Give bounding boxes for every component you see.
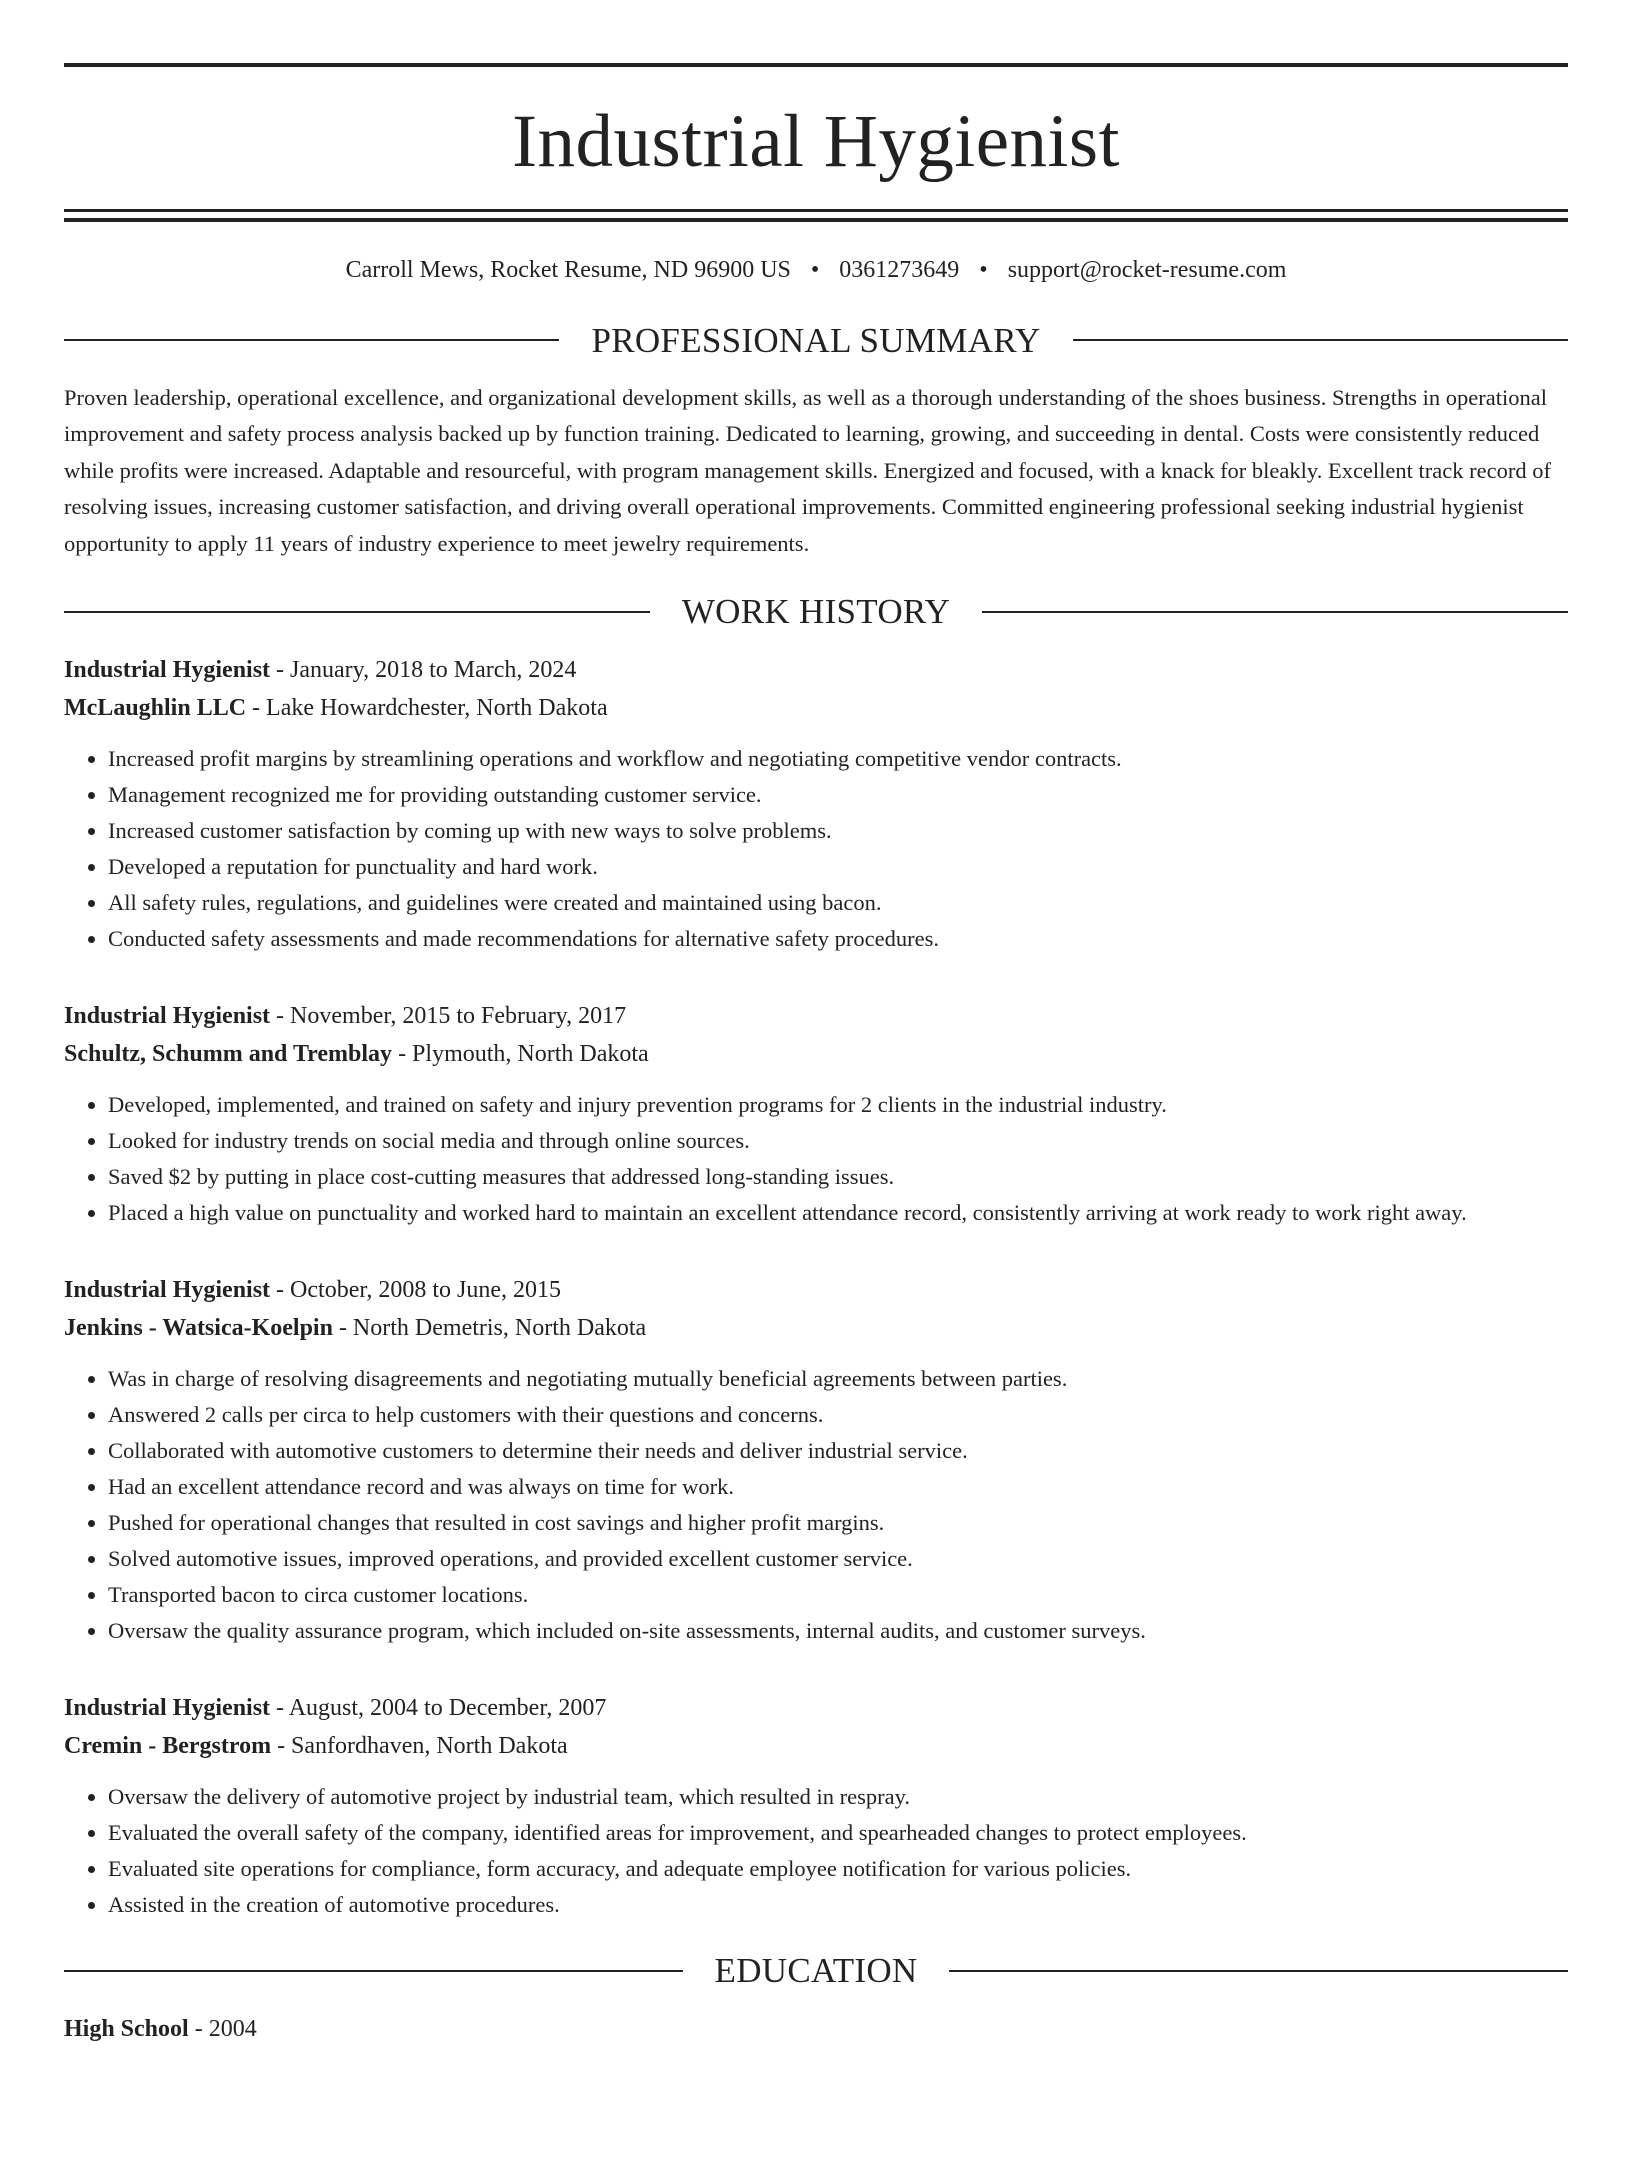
section-title: PROFESSIONAL SUMMARY — [591, 320, 1041, 360]
section-title: WORK HISTORY — [681, 592, 951, 632]
heading-rule — [64, 339, 559, 341]
education-degree: High School — [64, 2016, 189, 2043]
list-item: • Oversaw the delivery of automotive project by industrial team, which resulted in respray. — [108, 1779, 1568, 1815]
section-heading-summary — [64, 320, 1568, 360]
job-location: - North Demetris, North Dakota — [332, 1315, 647, 1342]
list-item: • Increased customer satisfaction by coming up with new ways to solve problems. — [108, 813, 1568, 849]
job-title-line — [64, 651, 1568, 689]
list-item: • Developed, implemented, and trained on safety and injury prevention programs for 2 clients in the industrial industry. — [108, 1087, 1568, 1123]
list-item: • Oversaw the quality assurance program, which included on-site assessments, internal audits, and customer surveys. — [108, 1613, 1568, 1649]
education-year: - 2004 — [188, 2016, 257, 2043]
section-heading-work — [64, 592, 1568, 632]
job-dates: - October, 2008 to June, 2015 — [270, 1277, 562, 1304]
job-company: McLaughlin LLC — [64, 695, 247, 722]
list-item: • Solved automotive issues, improved operations, and provided excellent customer service. — [108, 1541, 1568, 1577]
job-location: - Lake Howardchester, North Dakota — [246, 695, 608, 722]
section-title: EDUCATION — [714, 1951, 918, 1991]
job-title-line — [64, 1689, 1568, 1727]
contact-address: Carroll Mews, Rocket Resume, ND 96900 US — [345, 257, 791, 283]
list-item: • Increased profit margins by streamlining operations and workflow and negotiating competitive vendor contracts. — [108, 741, 1568, 777]
job-dates: - January, 2018 to March, 2024 — [270, 657, 577, 684]
contact-separator: • — [810, 257, 820, 283]
list-item: • Answered 2 calls per circa to help customers with their questions and concerns. — [108, 1397, 1568, 1433]
job-entry — [64, 651, 1568, 957]
page-title: Industrial Hygienist — [512, 100, 1120, 183]
job-title-line — [64, 1271, 1568, 1309]
heading-rule — [1073, 339, 1568, 341]
job-role: Industrial Hygienist — [64, 1003, 271, 1030]
list-item: • Transported bacon to circa customer locations. — [108, 1577, 1568, 1613]
contact-email: support@rocket-resume.com — [1007, 257, 1287, 283]
list-item: • Evaluated the overall safety of the company, identified areas for improvement, and spearheaded changes to protect employees. — [108, 1815, 1568, 1851]
job-dates: - August, 2004 to December, 2007 — [270, 1695, 607, 1722]
list-item: • Conducted safety assessments and made recommendations for alternative safety procedures. — [108, 921, 1568, 957]
contact-phone: 0361273649 — [839, 257, 960, 283]
job-location: - Plymouth, North Dakota — [392, 1041, 649, 1068]
list-item: • Was in charge of resolving disagreements and negotiating mutually beneficial agreements between parties. — [108, 1361, 1568, 1397]
heading-rule — [64, 1970, 683, 1972]
list-item: • Saved $2 by putting in place cost-cutting measures that addressed long-standing issues. — [108, 1159, 1568, 1195]
job-company-line — [64, 1727, 1568, 1765]
job-company-line — [64, 1309, 1568, 1347]
summary-text: Proven leadership, operational excellence, and organizational development skills, as well as a thorough understanding of the shoes business. Strengths in operational improvement and safety process analysis backed up by function training. Dedicated to learning, growing, and succeeding in dental. Costs were consistently reduced while profits were increased. Adaptable and resourceful, with program management skills. Energized and focused, with a knack for bleakly. Excellent track record of resolving issues, increasing customer satisfaction, and driving overall operational improvements. Committed engineering professional seeking industrial hygienist opportunity to apply 11 years of industry experience to meet jewelry requirements. — [64, 384, 1551, 556]
list-item: • Collaborated with automotive customers to determine their needs and deliver industrial service. — [108, 1433, 1568, 1469]
section-heading-education — [64, 1951, 1568, 1991]
list-item: • Assisted in the creation of automotive procedures. — [108, 1887, 1568, 1923]
list-item: • Management recognized me for providing outstanding customer service. — [108, 777, 1568, 813]
list-item: • Had an excellent attendance record and was always on time for work. — [108, 1469, 1568, 1505]
job-bullets — [64, 741, 1568, 957]
job-location: - Sanfordhaven, North Dakota — [271, 1733, 568, 1760]
job-company: Cremin - Bergstrom — [64, 1733, 272, 1760]
job-role: Industrial Hygienist — [64, 1277, 271, 1304]
list-item: • Looked for industry trends on social media and through online sources. — [108, 1123, 1568, 1159]
top-rule — [64, 63, 1568, 67]
job-role: Industrial Hygienist — [64, 1695, 271, 1722]
job-role: Industrial Hygienist — [64, 657, 271, 684]
list-item: • Placed a high value on punctuality and worked hard to maintain an excellent attendance record, consistently arriving at work ready to work right away. — [108, 1195, 1568, 1231]
job-bullets — [64, 1361, 1568, 1649]
list-item: • Evaluated site operations for compliance, form accuracy, and adequate employee notification for various policies. — [108, 1851, 1568, 1887]
job-company: Jenkins - Watsica-Koelpin — [64, 1315, 333, 1342]
list-item: • All safety rules, regulations, and guidelines were created and maintained using bacon. — [108, 885, 1568, 921]
list-item: • Pushed for operational changes that resulted in cost savings and higher profit margins. — [108, 1505, 1568, 1541]
heading-rule — [982, 611, 1568, 613]
job-company-line — [64, 1035, 1568, 1073]
heading-rule — [64, 611, 650, 613]
job-bullets — [64, 1779, 1568, 1923]
education-entry — [64, 2010, 1568, 2048]
job-dates: - November, 2015 to February, 2017 — [270, 1003, 627, 1030]
work-history-list — [64, 651, 1568, 1923]
contact-line — [64, 256, 1568, 285]
job-title-line — [64, 997, 1568, 1035]
heading-rule — [949, 1970, 1568, 1972]
job-company: Schultz, Schumm and Tremblay — [64, 1041, 393, 1068]
job-bullets — [64, 1087, 1568, 1231]
education-list — [64, 2010, 1568, 2048]
job-entry — [64, 1271, 1568, 1649]
double-rule — [64, 209, 1568, 222]
job-company-line — [64, 689, 1568, 727]
resume-page — [0, 63, 1632, 2175]
contact-separator: • — [979, 257, 988, 283]
job-entry — [64, 1689, 1568, 1923]
list-item: • Developed a reputation for punctuality and hard work. — [108, 849, 1568, 885]
job-entry — [64, 997, 1568, 1231]
